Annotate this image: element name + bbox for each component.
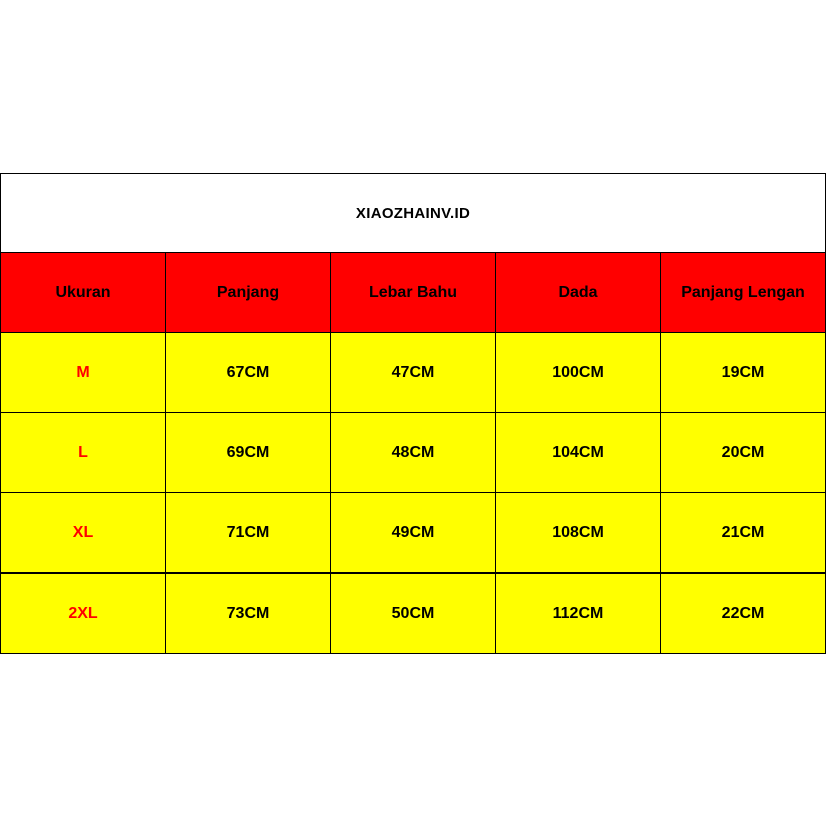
dada-cell: 100CM (496, 333, 661, 413)
size-cell: XL (1, 493, 166, 574)
panjang-cell: 73CM (166, 573, 331, 654)
table-row (1, 573, 826, 654)
lebar-bahu-cell: 47CM (331, 333, 496, 413)
panjang-cell: 71CM (166, 493, 331, 574)
lebar-bahu-cell: 50CM (331, 573, 496, 654)
dada-cell: 108CM (496, 493, 661, 574)
panjang-lengan-cell: 19CM (661, 333, 826, 413)
lebar-bahu-cell: 48CM (331, 413, 496, 493)
header-panjang: Panjang (166, 253, 331, 333)
panjang-lengan-cell: 21CM (661, 493, 826, 574)
panjang-lengan-cell: 22CM (661, 573, 826, 654)
size-chart-table (0, 173, 826, 654)
table-row (1, 333, 826, 413)
header-panjang-lengan: Panjang Lengan (661, 253, 826, 333)
panjang-lengan-cell: 20CM (661, 413, 826, 493)
table-row (1, 493, 826, 574)
title-row (1, 174, 826, 253)
panjang-cell: 69CM (166, 413, 331, 493)
header-dada: Dada (496, 253, 661, 333)
size-cell: M (1, 333, 166, 413)
table-row (1, 413, 826, 493)
table-title: XIAOZHAINV.ID (1, 174, 826, 253)
size-cell: 2XL (1, 573, 166, 654)
dada-cell: 112CM (496, 573, 661, 654)
header-lebar-bahu: Lebar Bahu (331, 253, 496, 333)
dada-cell: 104CM (496, 413, 661, 493)
lebar-bahu-cell: 49CM (331, 493, 496, 574)
header-row (1, 253, 826, 333)
size-cell: L (1, 413, 166, 493)
panjang-cell: 67CM (166, 333, 331, 413)
header-ukuran: Ukuran (1, 253, 166, 333)
